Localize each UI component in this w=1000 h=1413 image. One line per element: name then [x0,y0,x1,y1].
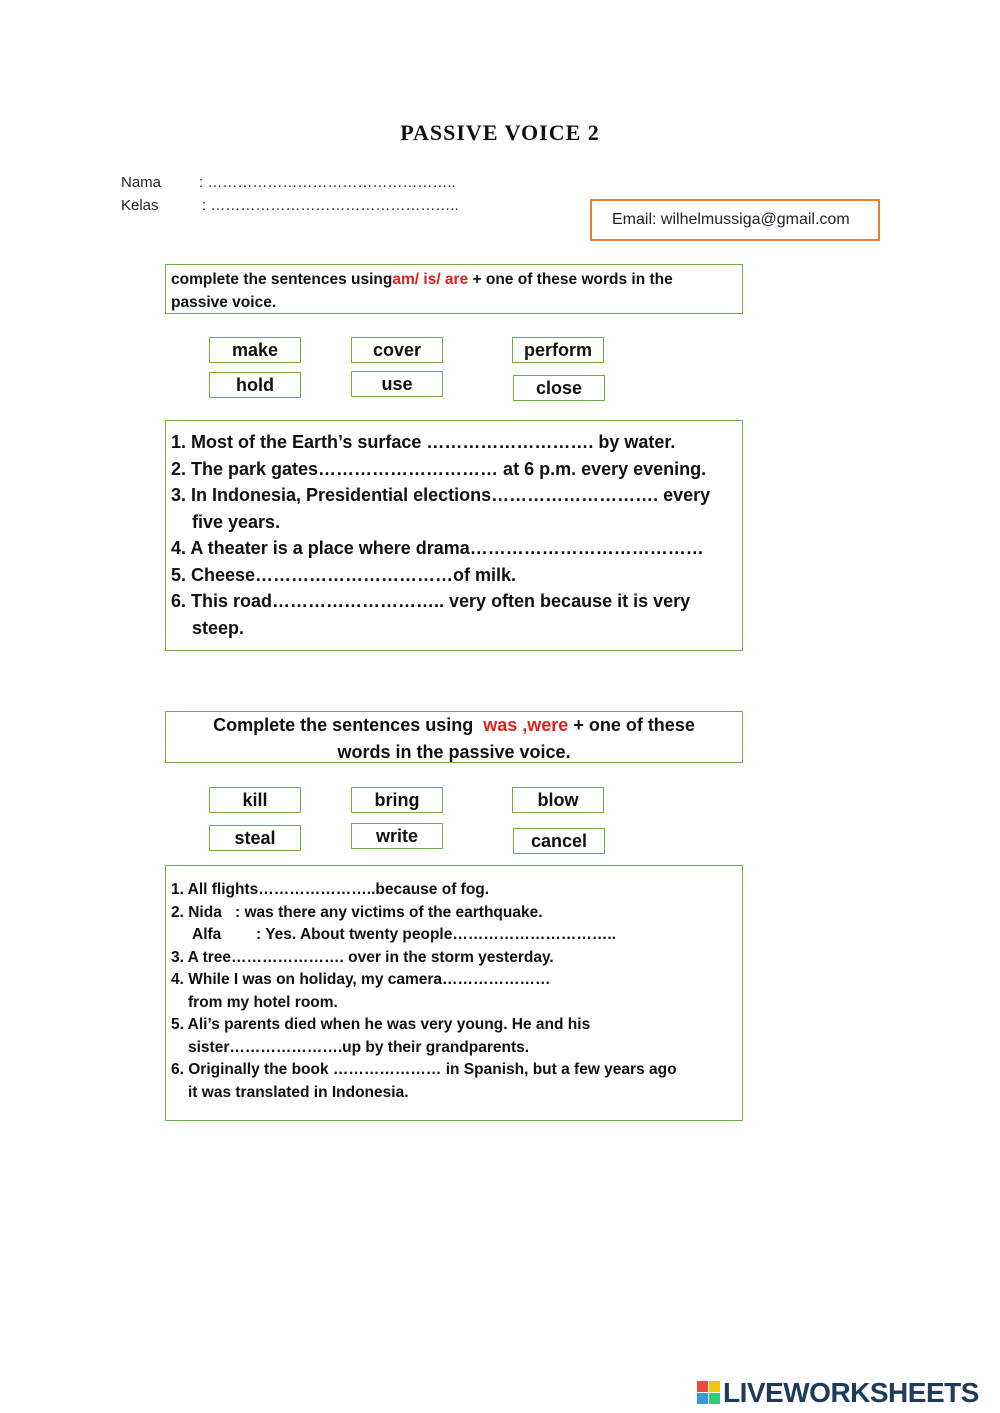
list-item-continued: sister………………….up by their grandparents. [188,1038,530,1056]
word-blow: blow [512,787,604,813]
nama-row [121,174,456,191]
word-make: make [209,337,301,363]
instruction-1-line2: passive voice. [171,294,277,311]
list-item: 1. Most of the Earth’s surface ………………………. by water. [171,432,676,452]
list-item: 5. Cheese……………………………of milk. [171,564,517,585]
kelas-field[interactable]: : ………………………………………….. [202,197,459,214]
word-close: close [513,375,605,401]
word-cancel: cancel [513,828,605,854]
word-kill: kill [209,787,301,813]
list-item-continued: steep. [192,617,245,638]
word-steal: steal [209,825,301,851]
line-text: : was there any victims of the earthquake. [235,903,543,921]
list-item: 4. A theater is a place where drama………………………………… [171,538,704,558]
kelas-row [121,197,459,214]
list-item: 2. The park gates………………………… at 6 p.m. every evening. [171,458,707,479]
logo-text: LIVEWORKSHEETS [723,1377,979,1408]
list-item-continued: it was translated in Indonesia. [188,1083,409,1101]
list-item: 4. While I was on holiday, my camera………………… [171,971,551,988]
word-bring: bring [351,787,443,813]
list-item-continued: from my hotel room. [188,993,338,1011]
list-item: 3. In Indonesia, Presidential elections………………………. every [171,485,711,505]
instruction-box-2 [165,711,743,763]
instruction-2-pre: Complete the sentences using [213,715,474,735]
nama-label: Nama [121,174,162,191]
line-text: : Yes. About twenty people………………………….. [256,926,616,943]
dialog-line-nida [171,902,742,925]
liveworksheets-logo [697,1377,979,1409]
list-item: 1. All flights…………………..because of fog. [171,881,490,898]
speaker-alfa: Alfa [192,926,222,943]
list-item: 6. Originally the book ………………… in Spanish, but a few years ago [171,1061,677,1078]
instruction-2-highlight: was ,were [483,715,569,735]
word-write: write [351,823,443,849]
word-perform: perform [512,337,604,363]
exercise-list-2 [165,865,743,1121]
page-title: PASSIVE VOICE 2 [400,120,600,145]
exercise-list-1 [165,420,743,651]
instruction-box-1 [165,264,743,314]
dialog-line-alfa [171,924,742,947]
list-item: 6. This road……………………….. very often because it is very [171,591,691,611]
word-use: use [351,371,443,397]
list-item: 3. A tree…………………. over in the storm yesterday. [171,948,554,966]
email-box: Email: wilhelmussiga@gmail.com [590,199,880,241]
word-hold: hold [209,372,301,398]
speaker-nida: 2. Nida [171,903,222,921]
instruction-1-pre: complete the sentences using [171,271,393,288]
list-item-continued: five years. [192,511,281,532]
kelas-label: Kelas [121,197,159,214]
instruction-2-line2: words in the passive voice. [337,742,571,762]
instruction-1-post: + one of these words in the [472,271,673,288]
logo-grid-icon [697,1381,721,1405]
instruction-1-highlight: am/ is/ are [392,271,469,288]
list-item: 5. Ali’s parents died when he was very young. He and his [171,1016,591,1033]
nama-field[interactable]: : ………………………………………….. [199,174,456,191]
instruction-2-post: + one of these [573,715,695,735]
word-cover: cover [351,337,443,363]
